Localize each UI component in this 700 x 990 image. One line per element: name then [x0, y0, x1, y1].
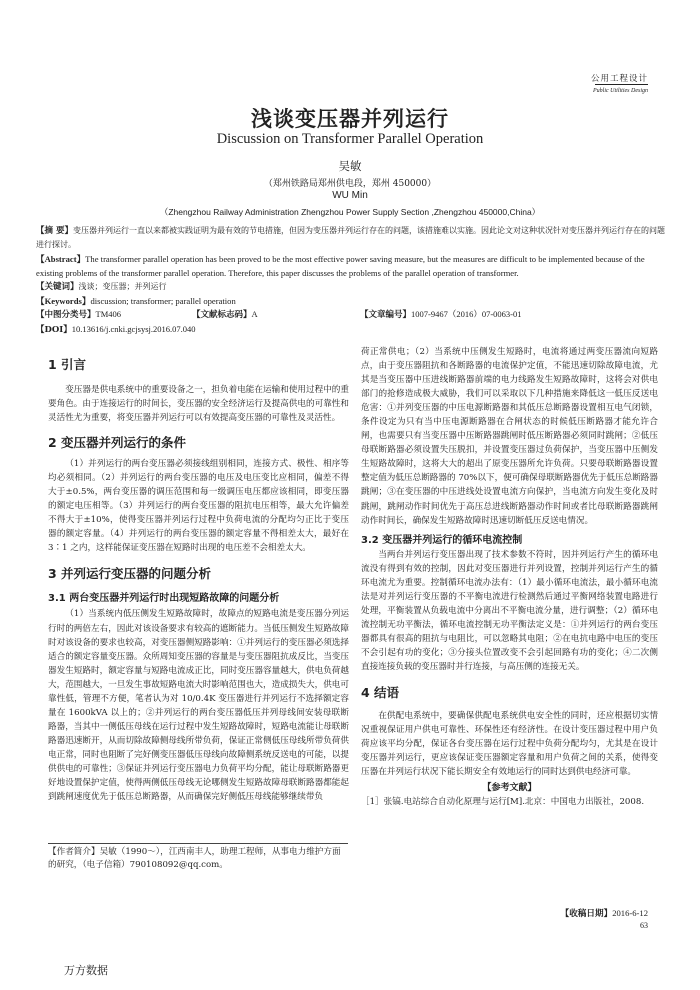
affiliation-cn: （郑州铁路局郑州供电段，郑州 450000）	[263, 179, 437, 189]
right-column	[361, 345, 658, 807]
doi-label: 【DOI】	[36, 325, 72, 335]
abstract-en-text: The transformer parallel operation has been proved to be the most effective power saving measure, but the measures are difficult to be implemented because of the existing problems of the transformer parallel operation. Therefore, this paper discusses the problems of the parallel operation of transformer.	[36, 254, 645, 278]
received-label: 【收稿日期】	[560, 909, 613, 919]
article-no-label: 【文章编号】	[360, 310, 412, 320]
keywords-cn	[36, 280, 666, 294]
doc-code-value: A	[251, 309, 258, 319]
wanfang-watermark: 万方数据	[64, 964, 108, 977]
section-3-1-paragraph-continued: 荷正常供电；（2）当系统中压侧发生短路时，电流将通过两变压器流向短路点，由于变压器阻抗和各断路器的电流保护定值，不能迅速切除故障电流，尤其是当变压器中压进线断路器前端的电力线路发生短路故障时，这将会对供电部门的抢修造成极大威胁，我们可以采取以下几种措施来降低这一低压反送电危害：①并列变压器的中压电源断路器和其低压总断路器设置相互电气闭锁，条件设定为只有当中压电源断路器在合闸状态的时候低压断路器才能允许合闸，也需要只有当变压器中压断路器跳闸时低压断路器必须同时跳闸；②低压母联断路器必须设置失压脱扣，并设置变压器过负荷保护，当变压器中压侧发生短路故障时，这将大大的超出了原变压器所允许负荷。只要母联断路器设置整定值为低压总断路器的 70%以下，便可确保母联断路器优先于低压总断路器跳闸；③在变压器的中压进线处设置电流方向保护，当电流方向发生变化及时跳闸，跳闸动作时间优先于高压总进线断路器动作时间或者比母联断路器跳闸动作时间长，确保发生短路故障时迅速切断低压反送电情况。	[361, 347, 658, 526]
abstract-label: 【摘 要】	[36, 226, 73, 236]
page-number: 63	[640, 921, 648, 930]
clc-value: TM406	[95, 309, 122, 319]
abstract-en	[36, 252, 666, 280]
author-cn: 吴敏	[338, 159, 362, 173]
footnote-rule	[48, 843, 348, 844]
author-footnote: 【作者简介】吴敏（1990～），江西南丰人，助理工程师，从事电力维护方面的研究，（电子信箱）790108092@qq.com。	[48, 847, 341, 870]
left-column	[48, 355, 349, 804]
doi-value: 10.13616/j.cnki.gcjsysj.2016.07.040	[71, 324, 196, 334]
received-date	[561, 907, 648, 919]
abstract-cn-text: 变压器并列运行一直以来都被实践证明为最有效的节电措施，但因为变压器并列运行存在的问题，该措施难以实施。因此论文对这种状况针对变压器并列运行存在的问题进行探讨。	[36, 226, 665, 249]
section-1-heading: 1 引言	[48, 357, 87, 372]
section-3-1-paragraph: （1）当系统内低压侧发生短路故障时，故障点的短路电流是变压器分列运行时的两倍左右，因此对该设备要求有较高的遮断能力。当低压侧发生短路故障时对该设备的要求也较高，对变压器侧短路影响：①并列运行的变压器必须选择适合的额定容量变压器。众所周知变压器的容量是与变压器阻抗成反比，当变压器发生短路时，额定容量与短路电流成正比，同时变压器容量越大，供电负荷越大，范围越大，一旦发生事故短路电流大时影响范围也大，造成损失大，供电可靠性低，管理不方便，笔者认为对 10/0.4K 变压器进行并列运行不选择额定容量在 1600kVA 以上的；②并列运行的两台变压器低压并列母线间安装母联断路器，当其中一侧低压母线在运行过程中发生短路故障时，短路电流能让母联断路器迅速断开，从而切除故障侧母线所带负荷，保证正常侧低压母线所带负荷供电正常，同时也阻断了完好侧变压器低压母线向故障侧系统反送电的可能，以提供供电的可靠性；③保证并列运行变压器电力负荷平均分配，能让母联断路器更好地设置保护定值，使得两侧低压母线无论哪侧发生短路故障母联断路器都能起到跳闸速度优先于低压总断路器，从而确保完好侧低压母线能够继续带负	[48, 609, 349, 803]
references-heading: 【参考文献】	[482, 783, 537, 794]
section-3-heading: 3 并列运行变压器的问题分析	[48, 566, 212, 582]
keywords-en	[36, 294, 666, 308]
article-no-value: 1007-9467（2016）07-0063-01	[411, 309, 522, 319]
reference-1: ［1］张镐.电站综合自动化原理与运行[M].北京：中国电力出版社，2008.	[361, 797, 645, 808]
running-header	[591, 72, 648, 94]
section-2-heading: 2 变压器并列运行的条件	[48, 435, 187, 451]
section-4-paragraph: 在供配电系统中，要确保供配电系统供电安全性的同时，还应根据切实情况重视保证用户供电可靠性、环保性还有经济性。在设计变压器过程中用户负荷应该平均分配，保证各台变压器在运行过程中负荷分配均匀，尤其是在设计变压器并列运行，更应该保证变压器额定容量和用户负荷之间的关系，使得变压器在并列运行状况下能长期安全有效地运行的同时达到供电经济可靠。	[361, 711, 658, 778]
section-3-1-heading: 3.1 两台变压器并列运行时出现短路故障的问题分析	[48, 593, 280, 605]
section-3-2-heading: 3.2 变压器并列运行的循环电流控制	[361, 534, 523, 546]
abstract-en-label: 【Abstract】	[36, 254, 86, 264]
section-4-heading: 4 结语	[361, 685, 400, 701]
author-en: WU Min	[332, 190, 368, 201]
keywords-en-label: 【Keywords】	[36, 296, 91, 306]
abstract-cn	[36, 224, 666, 252]
keywords-label: 【关键词】	[36, 282, 79, 292]
section-1-paragraph: 变压器是供电系统中的重要设备之一，担负着电能在运输和使用过程中的重要角色。由于连接运行的时间长，变压器的安全经济运行及提高供电的可靠性和灵活性尤为重要，将变压器并列运行可以有效提高变压器的可靠性及灵活性。	[48, 385, 349, 424]
journal-name-en: Public Utilities Design	[593, 88, 648, 94]
keywords-en-text: discussion; transformer; parallel operation	[90, 296, 236, 306]
title-cn: 浅谈变压器并列运行	[251, 106, 449, 131]
section-2-paragraph: （1）并列运行的两台变压器必须接线组别相同，连接方式、极性、相序等均必须相同。（2）并列运行的两台变压器的电压及电压变比应相同，偏差不得大于±0.5%，两台变压器的调压范围和每一级调压电压都应该相同，即变压器的额定电压相等。（3）并列运行的两台变压器的阻抗电压相等，最大允许偏差不得大于±10%，使得变压器并列运行过程中负荷电流的分配均匀正比于变压器的额定容量。（4）并列运行的两台变压器的额定容量不得相差太大，最好在 3∶1 之内，这样能保证变压器在短路时出现的电压差不会相差太大。	[48, 459, 349, 554]
header-rule	[595, 84, 648, 85]
clc-label: 【中图分类号】	[36, 310, 96, 320]
title-en: Discussion on Transformer Parallel Operation	[216, 131, 484, 147]
section-3-2-paragraph: 当两台并列运行变压器出现了技术参数不符时，因并列运行产生的循环电流没有得到有效的控制，因此对变压器进行并列设置，控制并列运行产生的循环电流尤为重要。控制循环电流办法有：（1）最小循环电流法，最小循环电流法是对并列运行变压器的不平衡电流进行检测然后通过平衡网络装置电路进行处理，平衡装置从负载电流中分离出不平衡电流分量，进行调整；（2）循环电流控制无功平衡法，循环电流控制无功平衡法定义是：①并列运行的两台变压器都具有很高的阻抗与电阻比，可以忽略其电阻；②在电抗电路中电压的变压不会引起有功的变化；③分接头位置改变不会引起回路有功的变化；④二次侧直接连接负载的变压器时并行连接，与高压侧的连接无关。	[361, 549, 658, 672]
keywords-cn-text: 浅谈；变压器；并列运行	[78, 282, 167, 291]
journal-name-cn: 公用工程设计	[590, 74, 648, 84]
received-value: 2016-6-12	[612, 908, 648, 918]
affiliation-en: （Zhengzhou Railway Administration Zhengzhou Power Supply Section ,Zhengzhou 450000,China）	[159, 207, 541, 217]
doc-code-label: 【文献标志码】	[192, 310, 252, 320]
doi-row	[36, 322, 666, 337]
